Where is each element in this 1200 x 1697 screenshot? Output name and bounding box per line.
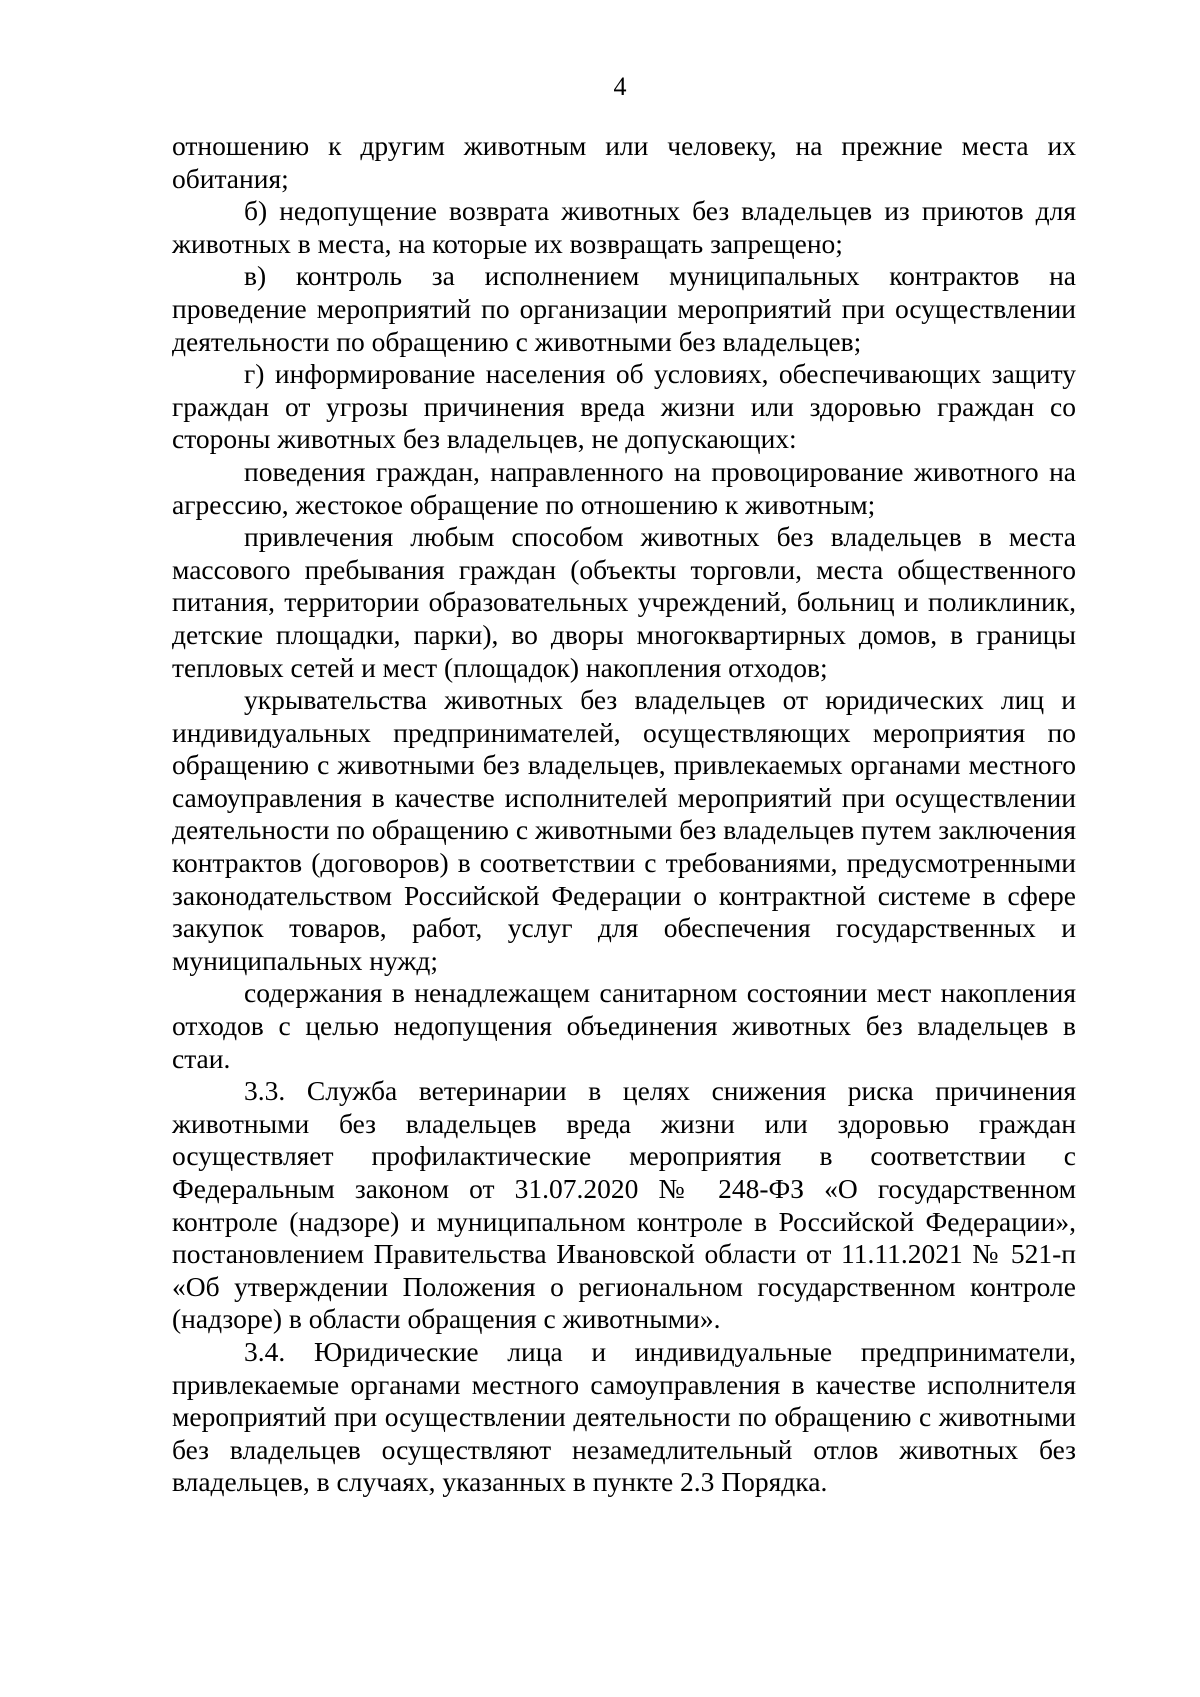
paragraph-item-b: б) недопущение возврата животных без владельцев из приютов для животных в места, на которые их возвращать запрещено; <box>172 195 1076 259</box>
paragraph-3-4: 3.4. Юридические лица и индивидуальные предприниматели, привлекаемые органами местного самоуправления в качестве исполнителя мероприятий при осуществлении деятельности по обращению с животными без владельцев осуществляют незамедлительный отлов животных без владельцев, в случаях, указанных в пункте 2.3 Порядка. <box>172 1335 1076 1498</box>
paragraph-concealment: укрывательства животных без владельцев от юридических лиц и индивидуальных предпринимателей, осуществляющих мероприятия по обращению с животными без владельцев, привлекаемых органами местного самоуправления в качестве исполнителей мероприятий при осуществлении деятельности по обращению с животными без владельцев путем заключения контрактов (договоров) в соответствии с требованиями, предусмотренными законодательством Российской Федерации о контрактной системе в сфере закупок товаров, работ, услуг для обеспечения государственных и муниципальных нужд; <box>172 684 1076 976</box>
paragraph-maintenance: содержания в ненадлежащем санитарном состоянии мест накопления отходов с целью недопущения объединения животных без владельцев в стаи. <box>172 977 1076 1074</box>
paragraph-behavior: поведения граждан, направленного на провоцирование животного на агрессию, жестокое обращение по отношению к животным; <box>172 455 1076 520</box>
paragraph-continuation: отношению к другим животным или человеку, на прежние места их обитания; <box>172 130 1076 194</box>
document-body <box>172 130 1076 1499</box>
paragraph-attraction: привлечения любым способом животных без владельцев в места массового пребывания граждан (объекты торговли, места общественного питания, территории образовательных учреждений, больниц и поликлиник, детские площадки, парки), во дворы многоквартирных домов, в границы тепловых сетей и мест (площадок) накопления отходов; <box>172 521 1076 683</box>
paragraph-item-g: г) информирование населения об условиях, обеспечивающих защиту граждан от угрозы причинения вреда жизни или здоровью граждан со стороны животных без владельцев, не допускающих: <box>172 358 1076 455</box>
paragraph-item-v: в) контроль за исполнением муниципальных контрактов на проведение мероприятий по организации мероприятий при осуществлении деятельности по обращению с животными без владельцев; <box>172 260 1076 357</box>
page-number: 4 <box>613 72 627 101</box>
paragraph-3-3: 3.3. Служба ветеринарии в целях снижения риска причинения животными без владельцев вреда жизни или здоровью граждан осуществляет профилактические мероприятия в соответствии с Федеральным законом от 31.07.2020 № 248-ФЗ «О государственном контроле (надзоре) и муниципальном контроле в Российской Федерации», постановлением Правительства Ивановской области от 11.11.2021 № 521-п «Об утверждении Положения о региональном государственном контроле (надзоре) в области обращения с животными». <box>172 1075 1076 1335</box>
